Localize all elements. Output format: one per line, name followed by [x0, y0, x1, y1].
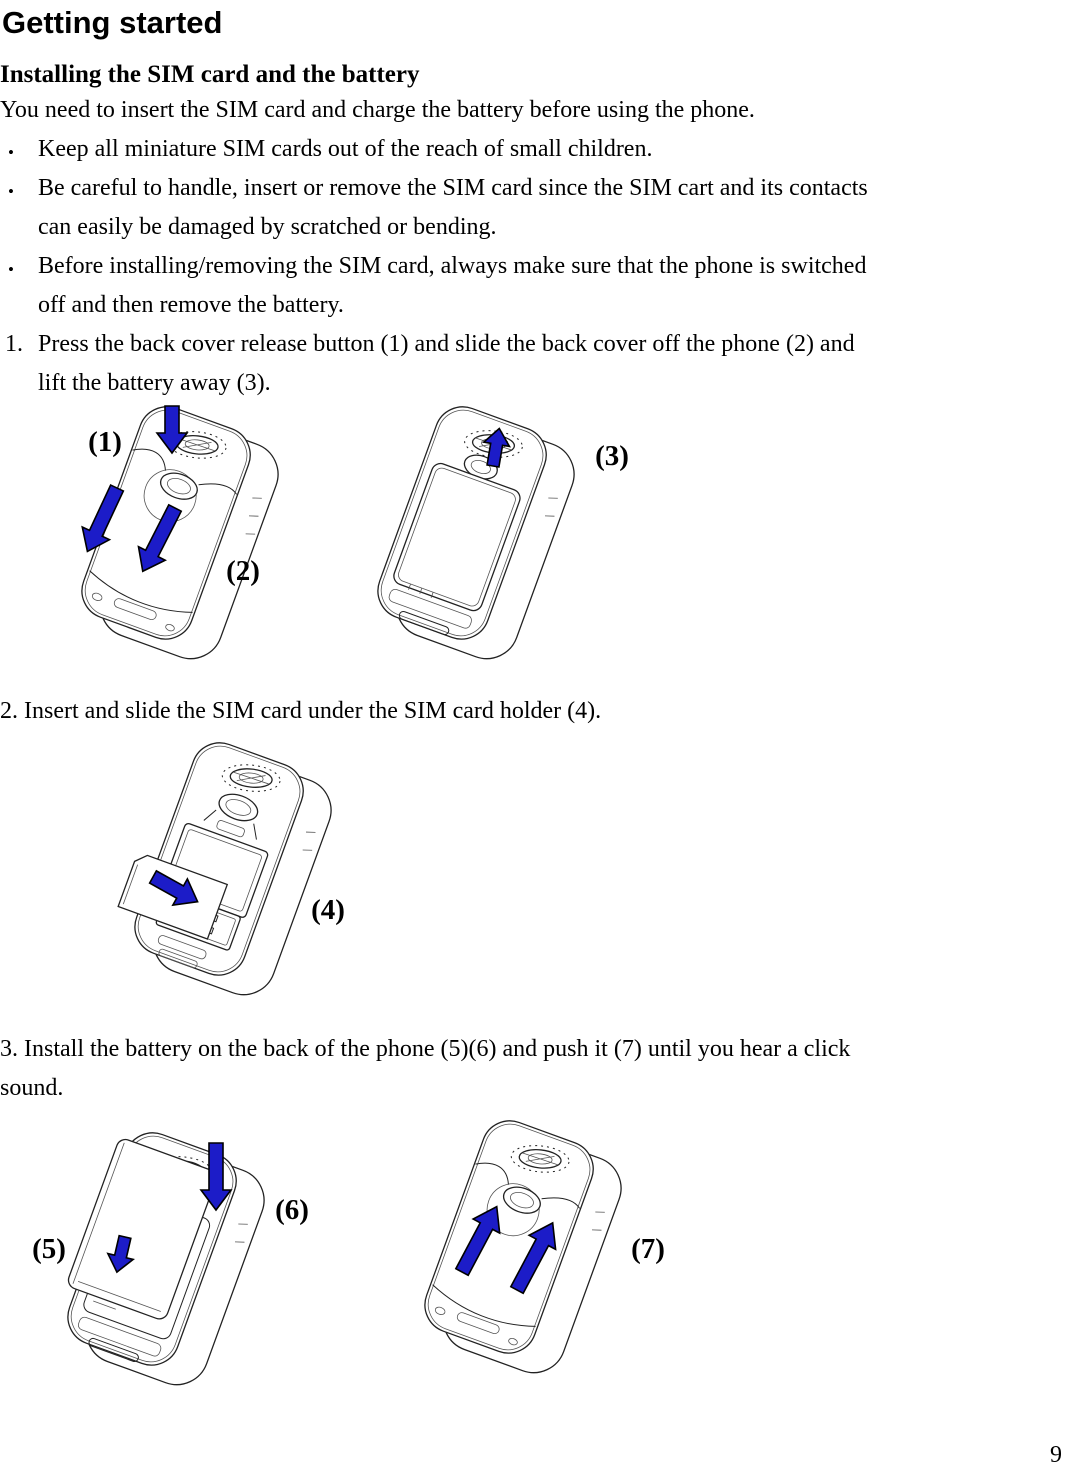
bullet-dot: •	[8, 260, 14, 279]
figure-step3	[20, 1095, 700, 1395]
bullet-3-line-2: off and then remove the battery.	[38, 292, 344, 318]
step-3-line-2: sound.	[0, 1075, 64, 1101]
step-3-line-1: 3. Install the battery on the back of the phone (5)(6) and push it (7) until you hear a click	[0, 1036, 851, 1062]
step-1-line-1: Press the back cover release button (1) and slide the back cover off the phone (2) and	[38, 331, 855, 357]
section-heading: Installing the SIM card and the battery	[0, 61, 420, 88]
phone-push-cover	[414, 1113, 632, 1382]
step-1-line-2: lift the battery away (3).	[38, 370, 271, 396]
page-title: Getting started	[2, 5, 223, 40]
step-2-text: 2. Insert and slide the SIM card under the SIM card holder (4).	[0, 698, 602, 724]
bullet-dot: •	[8, 182, 14, 201]
figure-label-5: (5)	[32, 1233, 66, 1265]
figure-label-3: (3)	[595, 440, 629, 472]
figure-label-2: (2)	[226, 555, 260, 587]
figure-step2	[100, 733, 720, 1005]
step-1-number: 1.	[5, 331, 23, 357]
phone-battery-exposed	[367, 399, 585, 665]
figure-label-6: (6)	[275, 1194, 309, 1226]
figure-label-7: (7)	[631, 1233, 665, 1265]
intro-text: You need to insert the SIM card and charge the battery before using the phone.	[0, 97, 755, 123]
bullet-3-line-1: Before installing/removing the SIM card, always make sure that the phone is switched	[38, 253, 867, 279]
bullet-dot: •	[8, 143, 14, 162]
figure-label-1: (1)	[88, 426, 122, 458]
figure-step1	[40, 393, 680, 665]
page-number: 9	[1050, 1442, 1062, 1468]
bullet-2-line-1: Be careful to handle, insert or remove the SIM card since the SIM cart and its contacts	[38, 175, 868, 201]
bullet-2-line-2: can easily be damaged by scratched or bending.	[38, 214, 497, 240]
figure-label-4: (4)	[311, 894, 345, 926]
bullet-1-line-1: Keep all miniature SIM cards out of the reach of small children.	[38, 136, 653, 162]
